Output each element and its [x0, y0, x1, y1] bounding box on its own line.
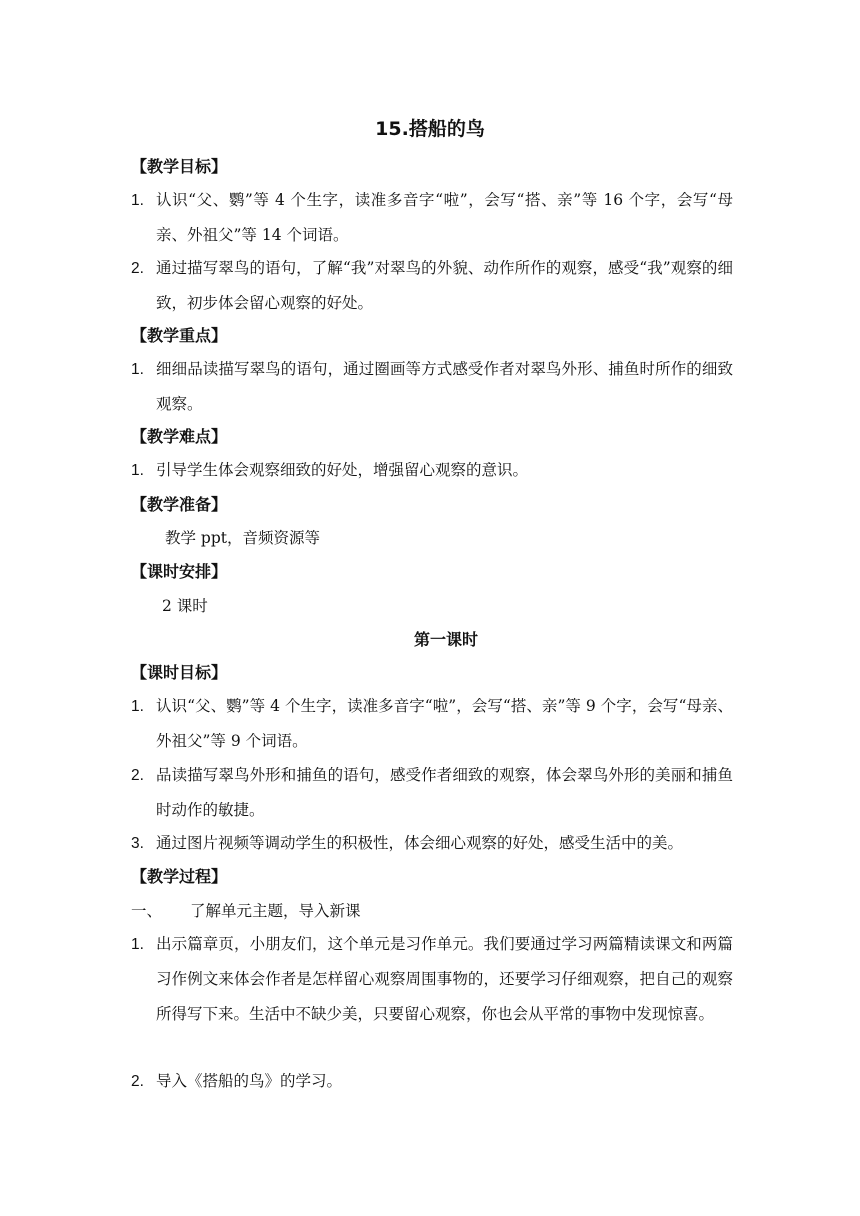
step-marker: 一、	[131, 902, 163, 920]
lesson-title: 第一课时	[413, 630, 478, 649]
list-item	[131, 826, 733, 861]
item-text: 通过描写翠鸟的语句，了解“我”对翠鸟的外貌、动作所作的观察，感受“我”观察的细致，初步体会留心观察的好处。	[156, 259, 733, 312]
list-item	[131, 927, 733, 1032]
process-heading: 【教学过程】	[131, 867, 228, 886]
item-number: 1.	[131, 192, 144, 209]
item-number: 1.	[131, 936, 144, 953]
item-text: 品读描写翠鸟外形和捕鱼的语句，感受作者细致的观察，体会翠鸟外形的美丽和捕鱼时动作的敏捷。	[156, 766, 733, 819]
item-number: 1.	[131, 698, 144, 715]
item-number: 1.	[131, 361, 144, 378]
list-item	[131, 689, 733, 759]
item-text: 细细品读描写翠鸟的语句，通过圈画等方式感受作者对翠鸟外形、捕鱼时所作的细致观察。	[156, 360, 733, 413]
list-item	[131, 1064, 733, 1099]
lesson-goals-heading: 【课时目标】	[131, 663, 228, 682]
item-number: 2.	[131, 767, 144, 784]
preparation-text: 教学 ppt，音频资源等	[165, 529, 321, 547]
list-item	[131, 352, 733, 422]
goals-heading: 【教学目标】	[131, 157, 228, 176]
list-item	[131, 758, 733, 828]
list-item	[131, 251, 733, 321]
list-item	[131, 183, 733, 253]
document-title: 15.搭船的鸟	[375, 118, 485, 140]
preparation-heading: 【教学准备】	[131, 495, 228, 514]
item-text: 引导学生体会观察细致的好处，增强留心观察的意识。	[156, 461, 529, 479]
item-number: 2.	[131, 260, 144, 277]
item-number: 2.	[131, 1073, 144, 1090]
item-text: 出示篇章页，小朋友们，这个单元是习作单元。我们要通过学习两篇精读课文和两篇习作例文来体会作者是怎样留心观察周围事物的，还要学习仔细观察，把自己的观察所得写下来。生活中不缺少美，只要留心观察，你也会从平常的事物中发现惊喜。	[156, 935, 733, 1023]
item-text: 导入《搭船的鸟》的学习。	[156, 1072, 343, 1090]
item-number: 1.	[131, 462, 144, 479]
step-title: 了解单元主题，导入新课	[190, 902, 361, 920]
schedule-text: 2 课时	[162, 597, 208, 615]
item-number: 3.	[131, 835, 144, 852]
item-text: 通过图片视频等调动学生的积极性，体会细心观察的好处，感受生活中的美。	[156, 834, 684, 852]
item-text: 认识“父、鹦”等 4 个生字，读准多音字“啦”，会写“搭、亲”等 9 个字，会写“母亲、外祖父”等 9 个词语。	[156, 697, 733, 750]
item-text: 认识“父、鹦”等 4 个生字，读准多音字“啦”，会写“搭、亲”等 16 个字，会写“母亲、外祖父”等 14 个词语。	[156, 191, 733, 244]
schedule-heading: 【课时安排】	[131, 562, 228, 581]
key-points-heading: 【教学重点】	[131, 326, 228, 345]
difficulties-heading: 【教学难点】	[131, 427, 228, 446]
list-item	[131, 453, 733, 488]
